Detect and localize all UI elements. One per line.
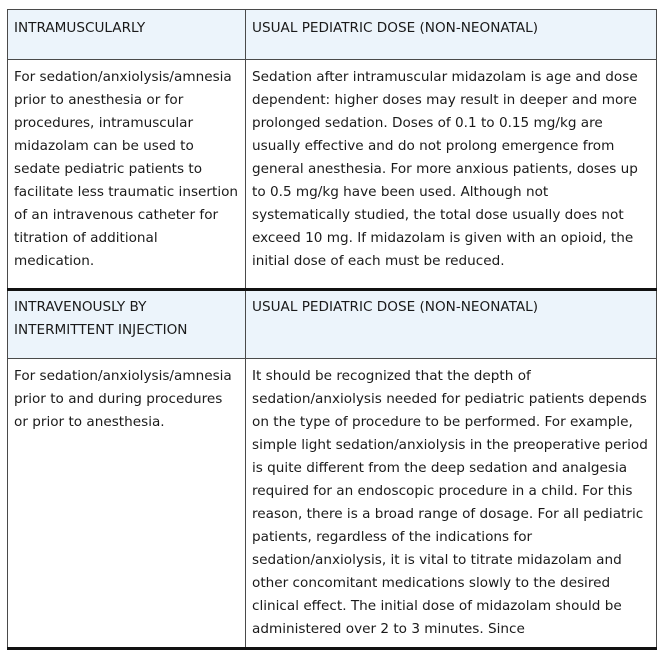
indication-text: For sedation/anxiolysis/amnesia prior to and during procedures or prior to anesthesia.: [14, 368, 232, 430]
section-header-row: [8, 10, 657, 60]
section-body-row: [8, 359, 657, 649]
indication-cell: [8, 359, 246, 649]
section-header-row: [8, 290, 657, 359]
dose-cell: [246, 60, 657, 290]
dose-header-cell: [246, 10, 657, 60]
pediatric-dosing-table: [7, 9, 657, 650]
dose-header-label: USUAL PEDIATRIC DOSE (NON-NEONATAL): [252, 299, 539, 315]
dose-header-label: USUAL PEDIATRIC DOSE (NON-NEONATAL): [252, 20, 539, 36]
indication-text: For sedation/anxiolysis/amnesia prior to anesthesia or for procedures, intramuscular midazolam can be used to sedate pediatric patients to facilitate less traumatic insertion of an intravenous catheter for titration of additional medication.: [14, 69, 239, 269]
indication-cell: [8, 60, 246, 290]
dose-text: Sedation after intramuscular midazolam is age and dose dependent: higher doses may result in deeper and more prolonged sedation. Doses of 0.1 to 0.15 mg/kg are usually effective and do not prolong emergence from general anesthesia. For more anxious patients, doses up to 0.5 mg/kg have been used. Although not systematically studied, the total dose usually does not exceed 10 mg. If midazolam is given with an opioid, the initial dose of each must be reduced.: [252, 69, 638, 269]
route-header-label: INTRAVENOUSLY BY INTERMITTENT INJECTION: [14, 299, 188, 338]
dose-text: It should be recognized that the depth of sedation/anxiolysis needed for pediatric patients depends on the type of procedure to be performed. For example, simple light sedation/anxiolysis in the preoperative period is quite different from the deep sedation and analgesia required for an endoscopic procedure in a child. For this reason, there is a broad range of dosage. For all pediatric patients, regardless of the indications for sedation/anxiolysis, it is vital to titrate midazolam and other concomitant medications slowly to the desired clinical effect. The initial dose of midazolam should be administered over 2 to 3 minutes. Since: [252, 368, 648, 637]
route-header-cell: [8, 290, 246, 359]
dosing-table-container: [7, 9, 656, 650]
dose-cell: [246, 359, 657, 649]
route-header-cell: [8, 10, 246, 60]
route-header-label: INTRAMUSCULARLY: [14, 20, 146, 36]
dose-header-cell: [246, 290, 657, 359]
section-body-row: [8, 60, 657, 290]
